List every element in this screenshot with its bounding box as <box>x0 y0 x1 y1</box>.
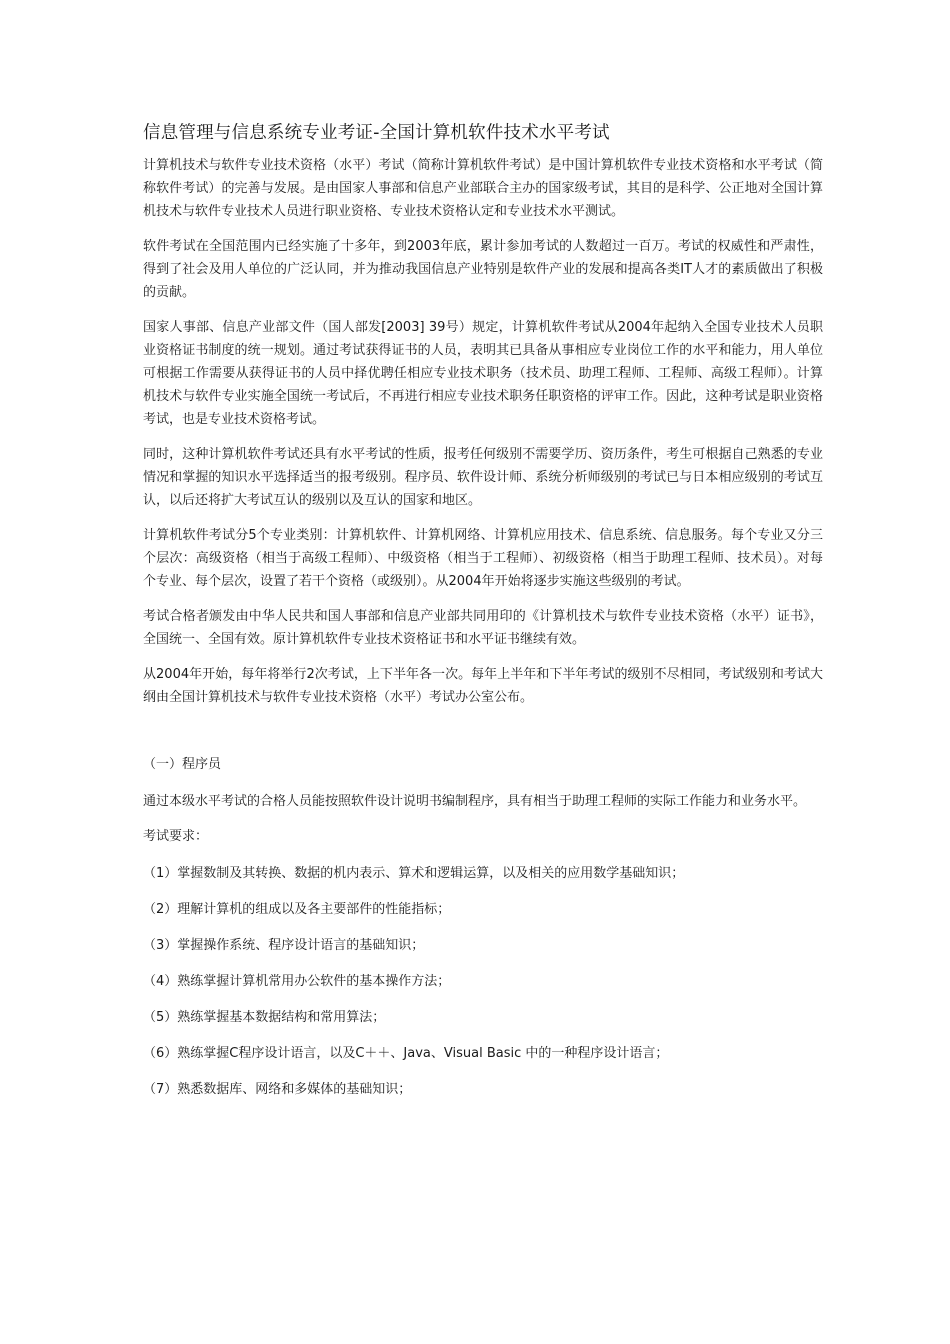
document-title: 信息管理与信息系统专业考证-全国计算机软件技术水平考试 <box>143 123 610 143</box>
history-paragraph: 软件考试在全国范围内已经实施了十多年，到2003年底，累计参加考试的人数超过一百万。考试的权威性和严肃性，得到了社会及用人单位的广泛认同，并为推动我国信息产业特别是软件产业的发展和提高各类IT人才的素质做出了积极的贡献。 <box>143 239 823 300</box>
requirement-item: （6）熟练掌握C程序设计语言，以及C＋＋、Java、Visual Basic 中的一种程序设计语言； <box>143 1046 669 1061</box>
requirement-item: （1）掌握数制及其转换、数据的机内表示、算术和逻辑运算，以及相关的应用数学基础知识； <box>143 866 685 881</box>
schedule-paragraph: 从2004年开始，每年将举行2次考试，上下半年各一次。每年上半年和下半年考试的级别不尽相同，考试级别和考试大纲由全国计算机技术与软件专业技术资格（水平）考试办公室公布。 <box>143 667 823 705</box>
requirement-item: （5）熟练掌握基本数据结构和常用算法； <box>143 1010 386 1025</box>
requirements-list <box>143 862 823 1101</box>
requirement-item: （7）熟悉数据库、网络和多媒体的基础知识； <box>143 1082 412 1097</box>
level-paragraph: 同时，这种计算机软件考试还具有水平考试的性质，报考任何级别不需要学历、资历条件，考生可根据自己熟悉的专业情况和掌握的知识水平选择适当的报考级别。程序员、软件设计师、系统分析师级别的考试已与日本相应级别的考试互认，以后还将扩大考试互认的级别以及互认的国家和地区。 <box>143 447 823 508</box>
section-spacer <box>143 721 823 753</box>
document-page <box>143 120 823 1114</box>
certificate-paragraph: 考试合格者颁发由中华人民共和国人事部和信息产业部共同用印的《计算机技术与软件专业技术资格（水平）证书》，全国统一、全国有效。原计算机软件专业技术资格证书和水平证书继续有效。 <box>143 609 823 647</box>
intro-paragraph: 计算机技术与软件专业技术资格（水平）考试（简称计算机软件考试）是中国计算机软件专业技术资格和水平考试（简称软件考试）的完善与发展。是由国家人事部和信息产业部联合主办的国家级考试，其目的是科学、公正地对全国计算机技术与软件专业技术人员进行职业资格、专业技术资格认定和专业技术水平测试。 <box>143 158 823 219</box>
section-heading: （一）程序员 <box>143 757 222 772</box>
requirements-label: 考试要求： <box>143 829 209 844</box>
section-description: 通过本级水平考试的合格人员能按照软件设计说明书编制程序，具有相当于助理工程师的实际工作能力和业务水平。 <box>143 794 807 809</box>
category-paragraph: 计算机软件考试分5个专业类别：计算机软件、计算机网络、计算机应用技术、信息系统、信息服务。每个专业又分三个层次：高级资格（相当于高级工程师）、中级资格（相当于工程师）、初级资格（相当于助理工程师、技术员）。对每个专业、每个层次，设置了若干个资格（或级别）。从2004年开始将逐步实施这些级别的考试。 <box>143 528 823 589</box>
policy-paragraph: 国家人事部、信息产业部文件（国人部发[2003] 39号）规定，计算机软件考试从2004年起纳入全国专业技术人员职业资格证书制度的统一规划。通过考试获得证书的人员，表明其已具备从事相应专业岗位工作的水平和能力，用人单位可根据工作需要从获得证书的人员中择优聘任相应专业技术职务（技术员、助理工程师、工程师、高级工程师）。计算机技术与软件专业实施全国统一考试后，不再进行相应专业技术职务任职资格的评审工作。因此，这种考试是职业资格考试，也是专业技术资格考试。 <box>143 320 823 427</box>
requirement-item: （3）掌握操作系统、程序设计语言的基础知识； <box>143 938 425 953</box>
requirement-item: （4）熟练掌握计算机常用办公软件的基本操作方法； <box>143 974 451 989</box>
requirement-item: （2）理解计算机的组成以及各主要部件的性能指标； <box>143 902 451 917</box>
